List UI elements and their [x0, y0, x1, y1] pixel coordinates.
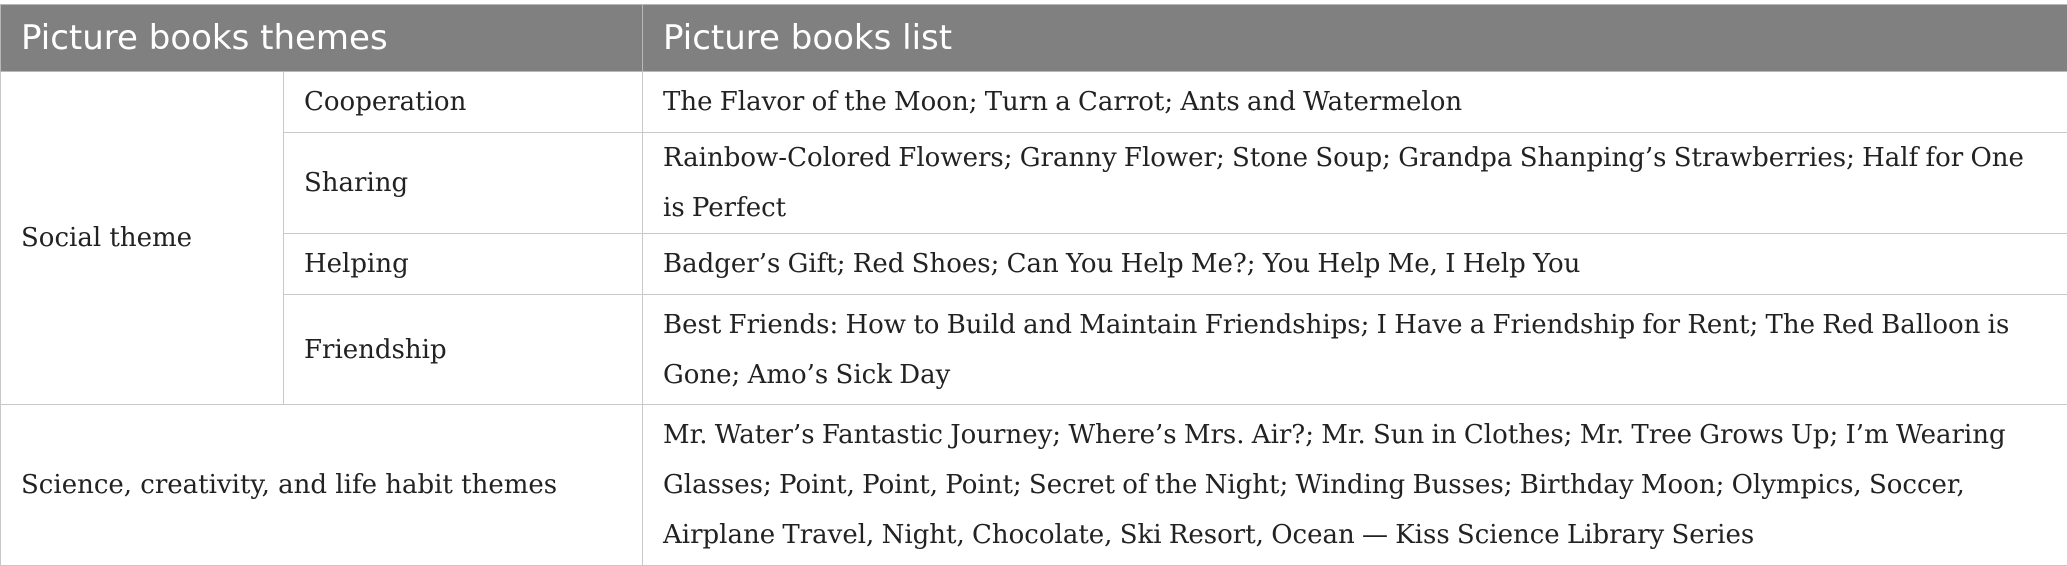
header-row	[1, 5, 2067, 72]
picture-books-table-container	[0, 4, 2067, 566]
subtheme-cell: Cooperation	[284, 72, 643, 133]
header-list: Picture books list	[643, 5, 2067, 72]
theme-cell-science: Science, creativity, and life habit themes	[1, 405, 643, 566]
table-row	[1, 133, 2067, 234]
theme-cell-social: Social theme	[1, 72, 284, 405]
table-row	[1, 72, 2067, 133]
book-list-cell: Rainbow-Colored Flowers; Granny Flower; Stone Soup; Grandpa Shanping’s Strawberries; Half for One is Perfect	[643, 133, 2067, 234]
header-themes: Picture books themes	[1, 5, 643, 72]
table-row	[1, 405, 2067, 566]
table-row	[1, 295, 2067, 405]
subtheme-cell: Sharing	[284, 133, 643, 234]
book-list-cell: Mr. Water’s Fantastic Journey; Where’s Mrs. Air?; Mr. Sun in Clothes; Mr. Tree Grows Up; I’m Wearing Glasses; Point, Point, Point; Secret of the Night; Winding Busses; Birthday Moon; Olympics, Soccer, Airplane Travel, Night, Chocolate, Ski Resort, Ocean — Kiss Science Library Series	[643, 405, 2067, 566]
subtheme-cell: Helping	[284, 234, 643, 295]
picture-books-table	[0, 4, 2067, 566]
book-list-cell: Badger’s Gift; Red Shoes; Can You Help Me?; You Help Me, I Help You	[643, 234, 2067, 295]
book-list-cell: Best Friends: How to Build and Maintain Friendships; I Have a Friendship for Rent; The Red Balloon is Gone; Amo’s Sick Day	[643, 295, 2067, 405]
subtheme-cell: Friendship	[284, 295, 643, 405]
book-list-cell: The Flavor of the Moon; Turn a Carrot; Ants and Watermelon	[643, 72, 2067, 133]
table-row	[1, 234, 2067, 295]
